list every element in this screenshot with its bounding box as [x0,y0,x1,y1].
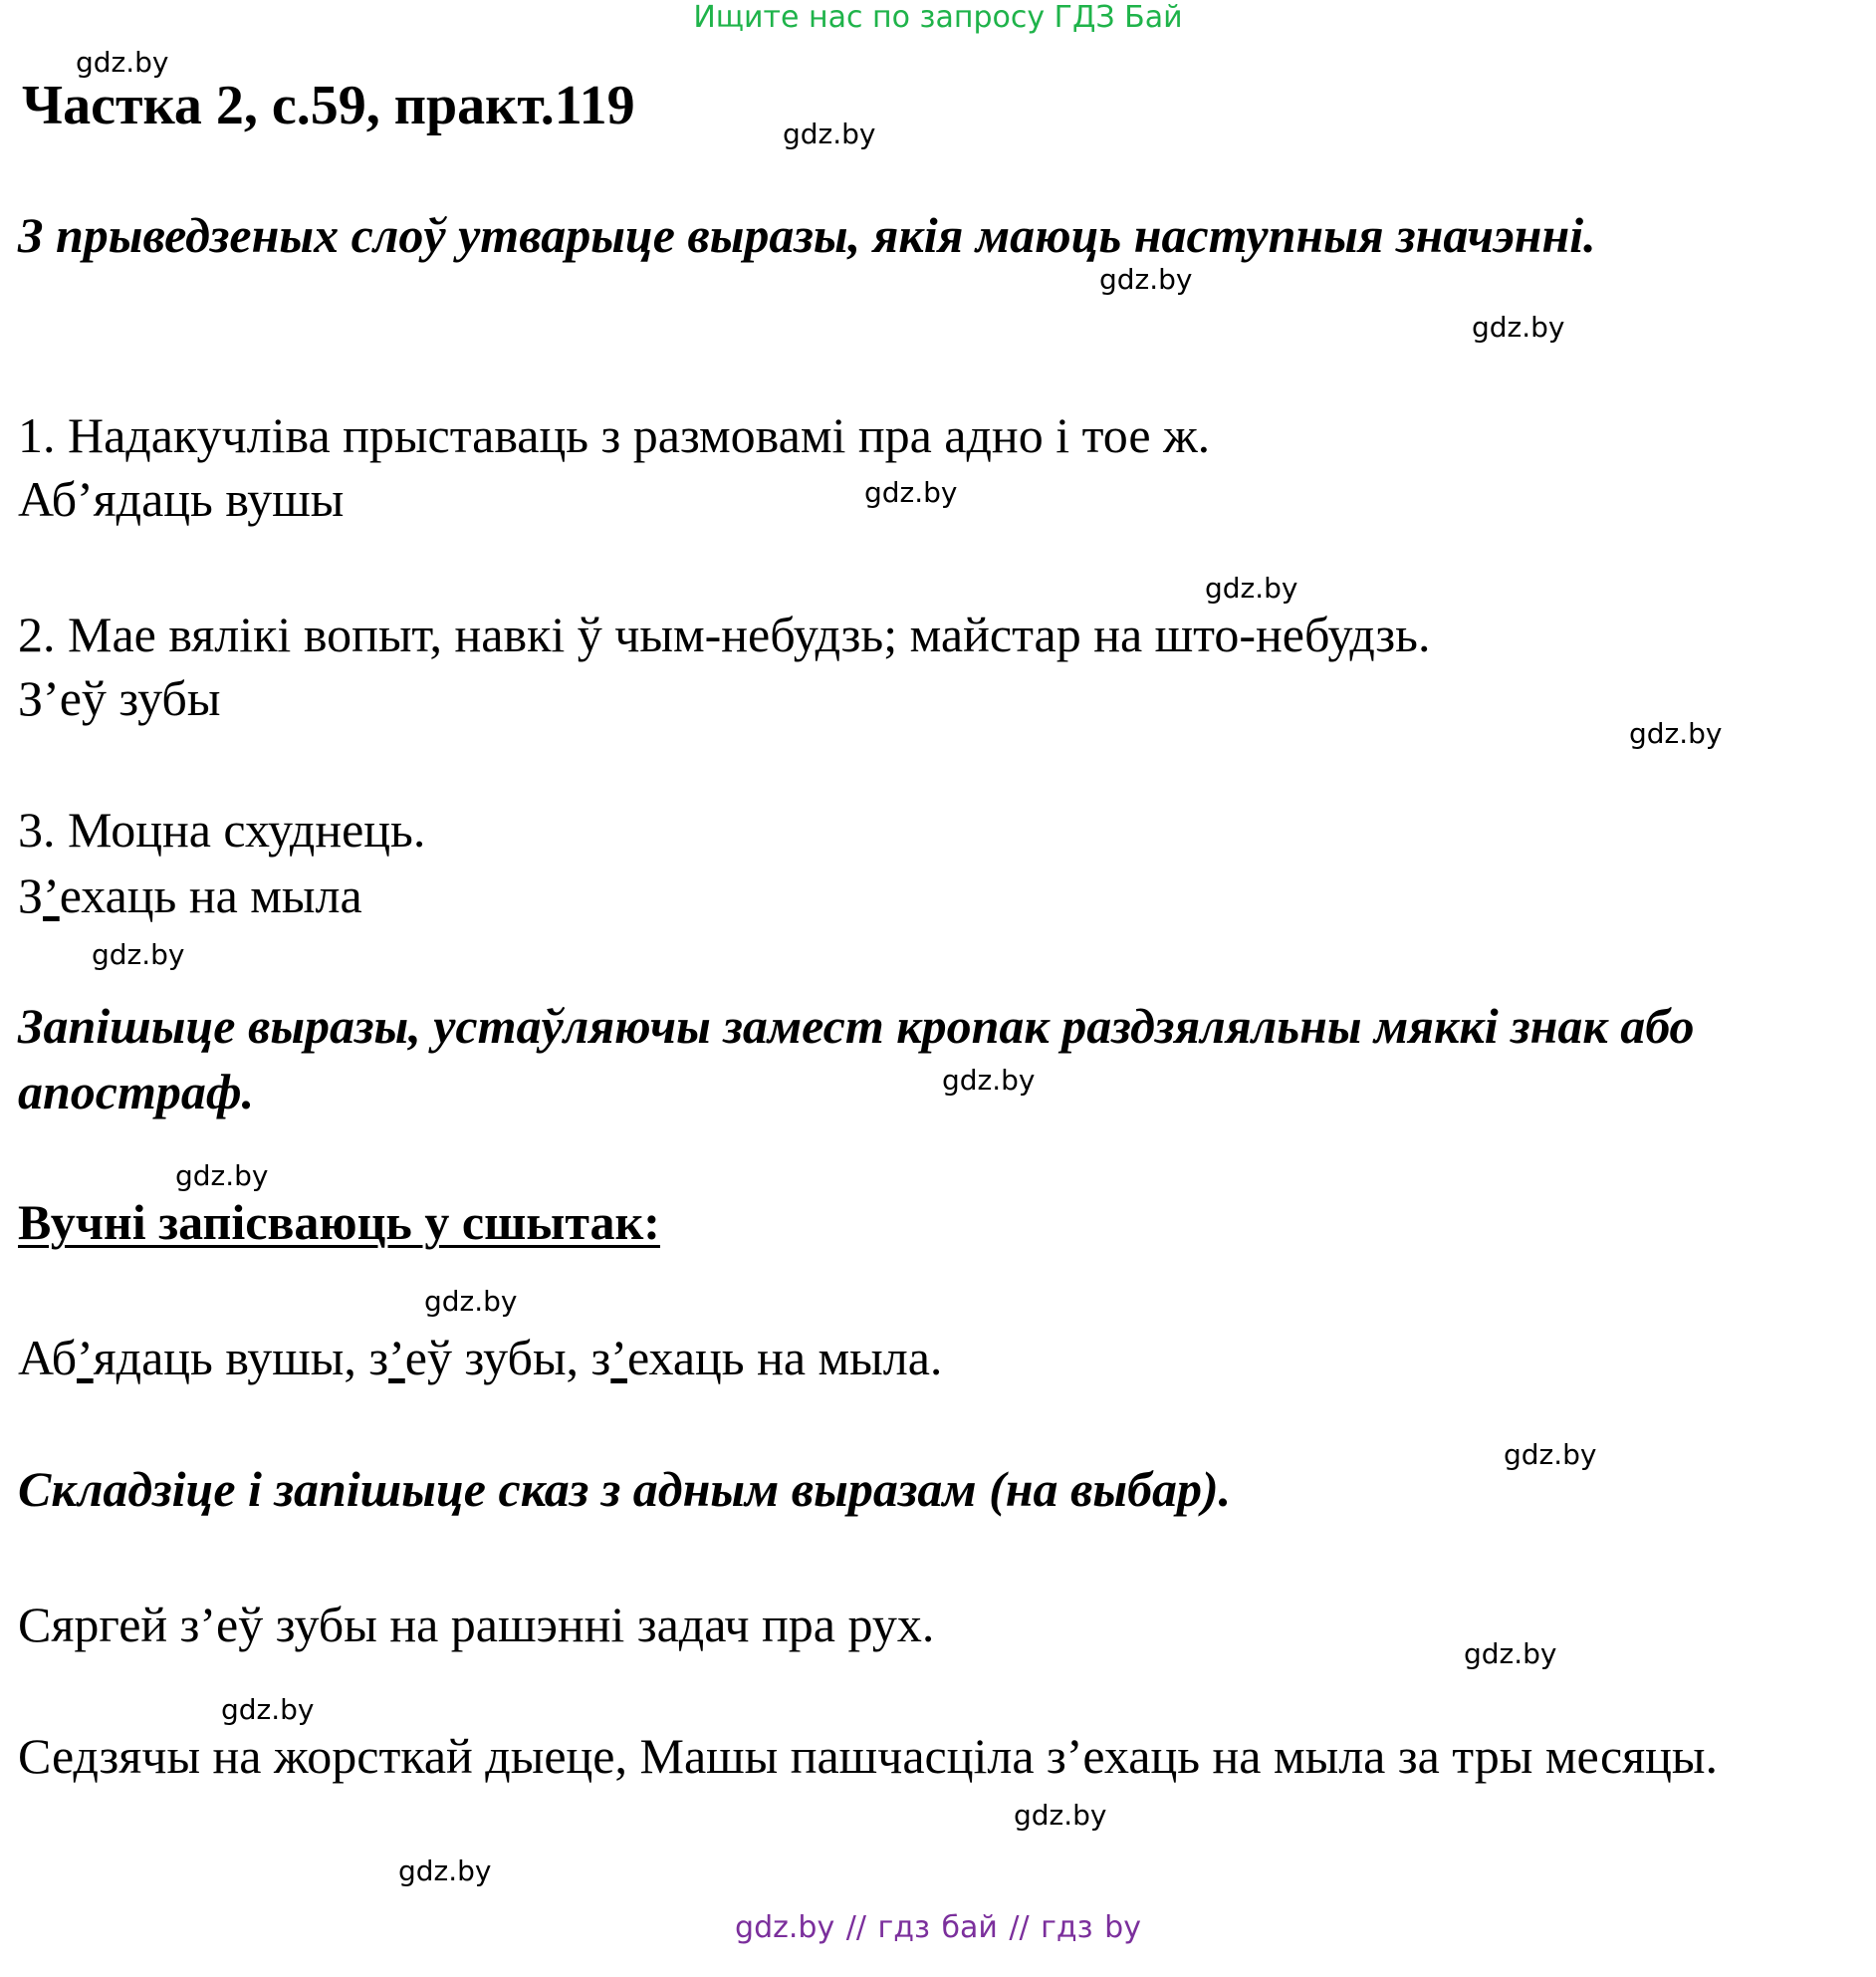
watermark: gdz.by [783,118,876,150]
watermark: gdz.by [864,476,958,509]
notebook-heading: Вучні запісваюць у сшытак: [18,1194,660,1250]
task-instruction-2: Запішыце выразы, устаўляючы замест кропак раздзяляльны мяккі знак або апостраф. [18,998,1695,1119]
watermark: gdz.by [76,46,169,79]
item-3-expression-post: ехаць на мыла [59,867,362,923]
top-banner: Ищите нас по запросу ГДЗ Бай [693,0,1183,35]
watermark: gdz.by [1099,263,1193,296]
answer-part: Аб [18,1330,78,1385]
item-1-expression: Аб’ядаць вушы [18,471,345,527]
watermark: gdz.by [1472,311,1565,344]
answer-mark: ’ [610,1330,627,1385]
item-1-meaning: 1. Надакучліва прыставаць з размовамі пра адно і тое ж. [18,407,1211,463]
sentence-1: Сяргей з’еў зубы на рашэнні задач пра рух. [18,1597,935,1652]
watermark: gdz.by [424,1285,518,1318]
watermark: gdz.by [221,1693,315,1726]
watermark: gdz.by [1014,1799,1107,1832]
watermark: gdz.by [398,1854,492,1887]
answer-part: еў зубы, з [404,1330,611,1385]
watermark: gdz.by [175,1159,269,1192]
task-instruction-3: Складзіце і запішыце сказ з адным выразам (на выбар). [18,1461,1232,1517]
item-2-expression: З’еў зубы [18,670,221,726]
watermark: gdz.by [92,938,185,971]
answer-mark: ’ [388,1330,405,1385]
footer: gdz.by // гдз бай // гдз by [735,1910,1141,1945]
watermark: gdz.by [1464,1637,1557,1670]
answer-part: ядаць вушы, з [93,1330,389,1385]
item-3-expression-mark: ’ [43,867,60,923]
item-2-meaning: 2. Мае вялікі вопыт, навкі ў чым-небудзь; майстар на што-небудзь. [18,607,1431,662]
sentence-2: Седзячы на жорсткай дыеце, Машы пашчасціла з’ехаць на мыла за тры месяцы. [18,1728,1718,1784]
answer-mark: ’ [77,1330,94,1385]
notebook-answer [18,1325,1790,1390]
task-instruction-1: З прыведзеных слоў утварыце выразы, якія маюць наступныя значэнні. [18,207,1596,263]
watermark: gdz.by [1205,572,1298,605]
item-3-meaning: 3. Моцна схуднець. [18,802,426,858]
item-3-expression-pre: З [18,867,44,923]
watermark: gdz.by [942,1064,1036,1097]
watermark: gdz.by [1504,1438,1597,1471]
answer-part: ехаць на мыла. [626,1330,943,1385]
watermark: gdz.by [1629,717,1723,750]
item-3-expression [18,863,362,928]
page-title: Частка 2, с.59, практ.119 [22,75,635,136]
